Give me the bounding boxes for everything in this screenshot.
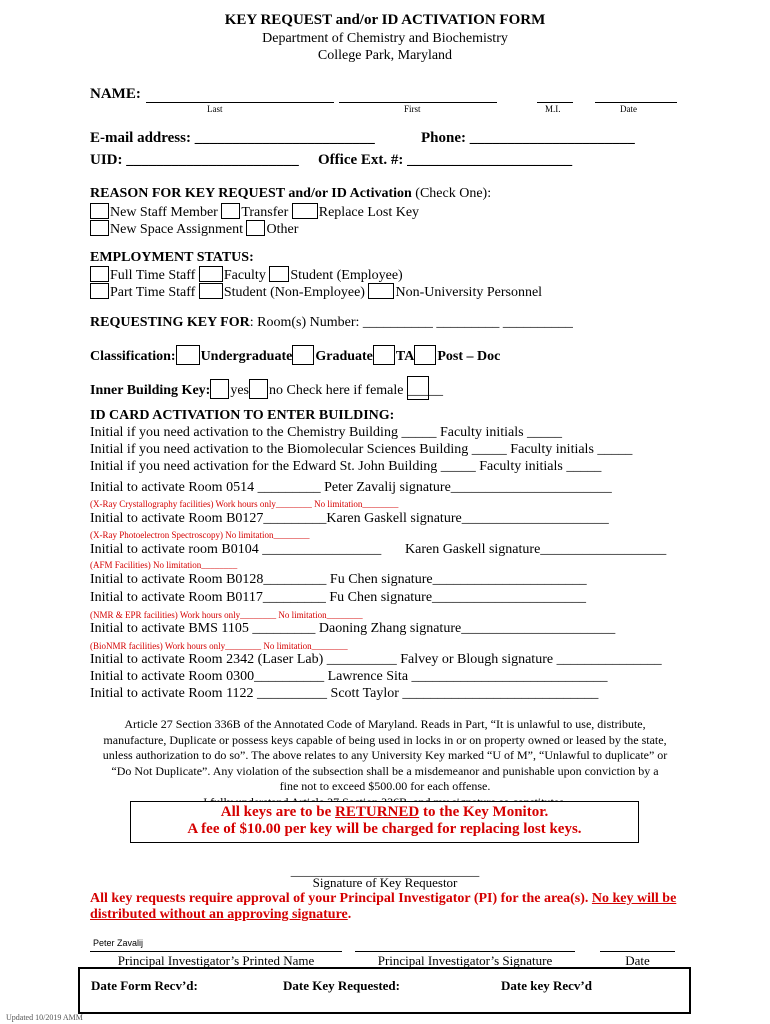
other-checkbox[interactable] xyxy=(246,220,265,236)
reason-heading xyxy=(90,186,491,202)
location-line: College Park, Maryland xyxy=(317,48,453,63)
other-label: Other xyxy=(266,222,299,237)
reason-row-2 xyxy=(90,220,298,238)
faculty-checkbox[interactable] xyxy=(199,266,223,282)
replace-lost-label: Replace Lost Key xyxy=(318,205,420,220)
female-blank: _____ xyxy=(408,383,443,398)
inner-no-label: no Check here if female xyxy=(269,383,404,398)
full-time-label: Full Time Staff xyxy=(110,268,196,283)
article-line-3: unless authorization to do so”. The above relates to any University Key marked “U of M”, “Unlawful to duplicate” or xyxy=(102,748,668,762)
name-label: NAME: xyxy=(90,86,141,102)
room-2342-line[interactable]: Initial to activate Room 2342 (Laser Lab) __________ Falvey or Blough signature _______________ xyxy=(90,652,662,667)
transfer-label: Transfer xyxy=(241,205,289,220)
pi-printed-name-line[interactable] xyxy=(90,951,342,952)
postdoc-label: Post – Doc xyxy=(437,349,501,364)
inner-key-row xyxy=(90,376,443,400)
faculty-label: Faculty xyxy=(223,268,266,283)
new-staff-checkbox[interactable] xyxy=(90,203,109,219)
article-paragraph xyxy=(60,717,710,810)
new-space-label: New Space Assignment xyxy=(110,222,243,237)
student-employee-checkbox[interactable] xyxy=(269,266,289,282)
classification-label: Classification: xyxy=(90,349,176,364)
email-field[interactable]: E-mail address: ________________________ xyxy=(90,130,375,146)
classification-row xyxy=(90,345,500,365)
pi-signature-label: Principal Investigator’s Signature xyxy=(377,953,553,968)
new-space-checkbox[interactable] xyxy=(90,220,109,236)
new-staff-label: New Staff Member xyxy=(110,205,218,220)
department-line: Department of Chemistry and Biochemistry xyxy=(262,31,508,46)
office-ext-field[interactable]: Office Ext. #: ______________________ xyxy=(318,152,573,168)
inner-key-label: Inner Building Key: xyxy=(90,383,211,398)
approval-line-2 xyxy=(90,907,351,923)
student-employee-label: Student (Employee) xyxy=(290,268,403,283)
first-name-field[interactable] xyxy=(339,102,497,103)
inner-yes-checkbox[interactable] xyxy=(210,379,229,399)
date-key-received[interactable]: Date key Recv’d xyxy=(501,978,592,993)
requestor-signature-line[interactable]: _____________________________ xyxy=(290,863,480,878)
article-line-5: fine not to exceed $500.00 for each offense. xyxy=(279,779,491,793)
date-field[interactable] xyxy=(595,102,677,103)
room-b0128-line[interactable]: Initial to activate Room B0128_________ Fu Chen signature______________________ xyxy=(90,572,587,587)
employment-row-2 xyxy=(90,283,542,301)
approval-text: All key requests require approval of your Principal Investigator (PI) for the area(s). xyxy=(90,891,592,906)
xray-note: (X-Ray Crystallography facilities) Work hours only________ No limitation________ xyxy=(90,499,399,509)
return-post: to the Key Monitor. xyxy=(419,804,549,820)
date-sublabel: Date xyxy=(620,104,637,114)
graduate-label: Graduate xyxy=(315,349,373,364)
nmr-note: (NMR & EPR facilities) Work hours only________ No limitation________ xyxy=(90,610,363,620)
ta-checkbox[interactable] xyxy=(373,345,395,365)
undergraduate-label: Undergraduate xyxy=(200,349,293,364)
replace-lost-checkbox[interactable] xyxy=(292,203,318,219)
pi-printed-name-label: Principal Investigator’s Printed Name xyxy=(117,953,315,968)
postdoc-checkbox[interactable] xyxy=(414,345,436,365)
pi-signature-line[interactable] xyxy=(355,951,575,952)
inner-no-checkbox[interactable] xyxy=(249,379,268,399)
biomolecular-building-line[interactable]: Initial if you need activation to the Biomolecular Sciences Building _____ Faculty initials _____ xyxy=(90,442,633,457)
part-time-checkbox[interactable] xyxy=(90,283,109,299)
approval-period: . xyxy=(347,907,352,922)
return-notice-line-1 xyxy=(131,804,638,821)
room-1122-line[interactable]: Initial to activate Room 1122 __________ Scott Taylor ____________________________ xyxy=(90,686,599,701)
first-sublabel: First xyxy=(404,104,421,114)
requestor-signature-label: Signature of Key Requestor xyxy=(312,875,458,890)
reason-heading-text: REASON FOR KEY REQUEST and/or ID Activation xyxy=(90,186,412,201)
bms-1105-line[interactable]: Initial to activate BMS 1105 _________ Daoning Zhang signature______________________ xyxy=(90,621,616,636)
transfer-checkbox[interactable] xyxy=(221,203,240,219)
employment-row-1 xyxy=(90,266,403,284)
last-name-field[interactable] xyxy=(146,102,334,103)
graduate-checkbox[interactable] xyxy=(292,345,314,365)
mi-field[interactable] xyxy=(537,102,573,103)
room-0300-line[interactable]: Initial to activate Room 0300__________ Lawrence Sita ____________________________ xyxy=(90,669,608,684)
non-university-label: Non-University Personnel xyxy=(395,285,543,300)
phone-field[interactable]: Phone: ______________________ xyxy=(421,130,635,146)
id-card-heading: ID CARD ACTIVATION TO ENTER BUILDING: xyxy=(90,408,395,423)
room-b0117-line[interactable]: Initial to activate Room B0117_________ Fu Chen signature______________________ xyxy=(90,590,587,605)
article-line-4: “Do Not Duplicate”. Any violation of the subsection shall be a misdemeanor and punishable upon conviction by a xyxy=(111,763,659,778)
room-0514-line[interactable]: Initial to activate Room 0514 _________ Peter Zavalij signature_______________________ xyxy=(90,480,612,495)
undergraduate-checkbox[interactable] xyxy=(176,345,200,365)
approval-emphasis-1: No key will be xyxy=(591,891,677,906)
requesting-key-label: REQUESTING KEY FOR xyxy=(90,315,250,330)
approval-emphasis-2: distributed without an approving signature xyxy=(90,907,348,922)
return-pre: All keys are to be xyxy=(220,804,336,820)
requesting-key-row xyxy=(90,315,573,331)
pi-date-label: Date xyxy=(625,953,650,968)
room-b0127-line[interactable]: Initial to activate Room B0127_________Karen Gaskell signature_____________________ xyxy=(90,511,609,526)
student-nonemployee-checkbox[interactable] xyxy=(199,283,223,299)
inner-yes-label: yes xyxy=(230,383,249,398)
uid-field[interactable]: UID: _______________________ xyxy=(90,152,299,168)
lost-key-fee-line: A fee of $10.00 per key will be charged for replacing lost keys. xyxy=(187,821,582,837)
room-b0104-signature[interactable]: Karen Gaskell signature__________________ xyxy=(405,542,667,557)
full-time-checkbox[interactable] xyxy=(90,266,109,282)
last-sublabel: Last xyxy=(207,104,223,114)
approval-line-1 xyxy=(90,891,676,907)
room-b0104-line[interactable]: Initial to activate room B0104 _________________ xyxy=(90,542,382,557)
student-nonemployee-label: Student (Non-Employee) xyxy=(223,285,365,300)
chemistry-building-line[interactable]: Initial if you need activation to the Chemistry Building _____ Faculty initials _____ xyxy=(90,425,563,440)
afm-note: (AFM Facilities) No limitation________ xyxy=(90,560,238,570)
ta-label: TA xyxy=(395,349,415,364)
part-time-label: Part Time Staff xyxy=(110,285,196,300)
st-john-building-line[interactable]: Initial if you need activation for the Edward St. John Building _____ Faculty initials _____ xyxy=(90,459,602,474)
xps-note: (X-Ray Photoelectron Spectroscopy) No limitation________ xyxy=(90,530,310,540)
room-number-fields[interactable]: : Room(s) Number: __________ _________ __________ xyxy=(249,315,573,330)
employment-heading: EMPLOYMENT STATUS: xyxy=(90,250,254,265)
pi-printed-name-value[interactable]: Peter Zavalij xyxy=(93,938,144,948)
return-notice-box xyxy=(130,801,639,843)
mi-sublabel: M.I. xyxy=(545,104,561,114)
date-key-requested[interactable]: Date Key Requested: xyxy=(283,978,400,993)
office-use-box xyxy=(78,967,691,1014)
reason-row-1 xyxy=(90,203,419,221)
non-university-checkbox[interactable] xyxy=(368,283,394,299)
date-form-received[interactable]: Date Form Recv’d: xyxy=(91,978,198,993)
article-line-2: manufacture, Duplicate or possess keys capable of being used in locks in or on property owned or leased by the state, xyxy=(103,732,667,747)
form-title: KEY REQUEST and/or ID ACTIVATION FORM xyxy=(224,12,546,28)
pi-date-line[interactable] xyxy=(600,951,675,952)
returned-emphasis: RETURNED xyxy=(335,804,420,820)
updated-footer: Updated 10/2019 AMM xyxy=(6,1013,83,1022)
bionmr-note: (BioNMR facilities) Work hours only________ No limitation________ xyxy=(90,641,348,651)
reason-heading-suffix: (Check One): xyxy=(415,186,492,201)
article-line-1: Article 27 Section 336B of the Annotated Code of Maryland. Reads in Part, “It is unlawful to use, distribute, xyxy=(124,717,646,731)
